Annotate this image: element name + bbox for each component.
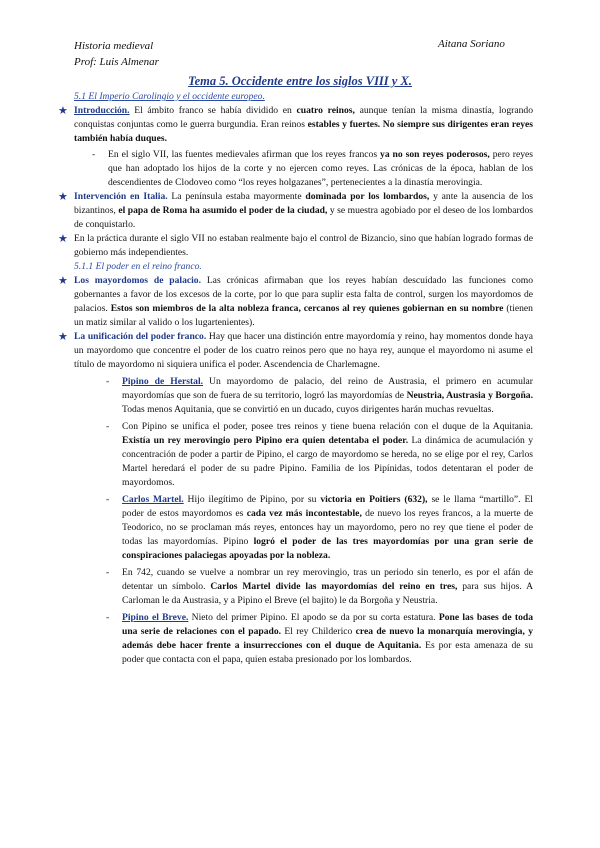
bullet-label: Introducción. [74, 105, 130, 116]
dash-text: En el siglo VII, las fuentes medievales afirman que los reyes francos ya no son reyes poderosos, pero reyes que han adoptado los hijos de la corte y no ejercen como reyes. Las crónicas de la época, hablan de los descendientes de Clodoveo como “los reyes holgazanes”, pertenecientes a la dinastía merovingia. [108, 149, 533, 188]
dash-item-pipino-herstal [106, 375, 533, 417]
dash-bullet: - [106, 421, 110, 432]
star-bullet-icon: ★ [58, 105, 68, 117]
bullet-mayordomos [58, 274, 533, 330]
bullet-unificacion [58, 330, 533, 372]
dash-bullet: - [106, 494, 110, 505]
dash-bullet: - [106, 376, 110, 387]
person-name: Carlos Martel. [122, 494, 184, 505]
dash-item-carlos-martel [106, 493, 533, 563]
section-heading: 5.1 El Imperio Carolingio y el occidente europeo. [74, 91, 265, 102]
star-bullet-icon: ★ [58, 331, 68, 343]
header-subject: Historia medieval [74, 40, 154, 52]
star-bullet-icon: ★ [58, 275, 68, 287]
star-bullet-icon: ★ [58, 233, 68, 245]
bullet-intervencion-italia [58, 190, 533, 232]
bullet-label: Los mayordomos de palacio. [74, 275, 201, 286]
bullet-label: La unificación del poder franco. [74, 331, 207, 342]
bullet-text: Intervención en Italia. La península estaba mayormente dominada por los lombardos, y ante la ausencia de los bizantinos, el papa de Roma ha asumido el poder de la ciudad, y se muestra agobiado por el deseo de los lombardos de conquistarlo. [74, 191, 533, 230]
document-body [58, 90, 533, 667]
header-author: Aitana Soriano [438, 38, 505, 50]
bullet-text: Introducción. El ámbito franco se había dividido en cuatro reinos, aunque tenían la misma dinastía, logrando conquistas conjuntas como le guerra burgundia. Eran reinos estables y fuertes. No siempre sus dirigentes eran reyes también había duques. [74, 105, 533, 144]
bullet-text: En la práctica durante el siglo VII no estaban realmente bajo el control de Bizancio, sino que habían logrado formas de gobierno más independientes. [74, 233, 533, 258]
dash-text: En 742, cuando se vuelve a nombrar un rey merovingio, tras un periodo sin tenerlo, es por el afán de detentar un símbolo. Carlos Martel divide las mayordomías del reino en tres, para sus hijos. A Carloman le da Austrasia, y a Pipino el Breve (el bajito) le da Borgoña y Neustria. [122, 567, 533, 606]
dash-text: Carlos Martel. Hijo ilegítimo de Pipino, por su victoria en Poitiers (632), se le llama “martillo”. El poder de estos mayordomos es cada vez más incontestable, de nuevo los reyes francos, a la muerte de Teodorico, no se proclaman más reyes, entonces hay un mayordomo, pero no rey que tiene el poder de todas las mayordomías. Pipino logró el poder de las tres mayordomías por una gran serie de conspiraciones palaciegas apoyadas por la nobleza. [122, 494, 533, 561]
dash-bullet: - [92, 149, 96, 160]
dash-item [106, 566, 533, 608]
bullet-label: Intervención en Italia. [74, 191, 168, 202]
dash-text: Con Pipino se unifica el poder, posee tres reinos y tiene buena relación con el duque de la Aquitania. Existía un rey merovingio pero Pipino era quien detentaba el poder. La dinámica de acumulación y concentración de poder a partir de Pipino, el cargo de mayordomo se hereda, no se elige por el rey, Carlos Martel heredará el poder de su padre Pipino. Familia de los Pipínidas, todos detentaran el poder de mayordomos. [122, 421, 534, 488]
dash-item [92, 148, 533, 190]
dash-bullet: - [106, 612, 110, 623]
bullet-introduccion [58, 104, 533, 146]
dash-bullet: - [106, 567, 110, 578]
star-bullet-icon: ★ [58, 191, 68, 203]
bullet-text: Los mayordomos de palacio. Las crónicas afirmaban que los reyes habían descuidado las funciones como gobernantes a favor de los excesos de la corte, por lo que para suplir esta falta de control, surgen los mayordomos de palacios. Estos son miembros de la alta nobleza franca, cercanos al rey quienes gobiernan en su nombre (tienen un matiz similar al valido o los lugartenientes). [74, 275, 533, 328]
bullet-practica [58, 232, 533, 260]
person-name: Pipino de Herstal. [122, 376, 204, 387]
dash-text: Pipino el Breve. Nieto del primer Pipino. El apodo se da por su corta estatura. Pone las bases de toda una serie de relaciones con el papado. El rey Childerico crea de nuevo la monarquía merovingia, y además debe hacer frente a insurrecciones con el duque de Aquitania. Es por esta amenaza de su poder que contacta con el papa, quien estaba presionado por los lombardos. [122, 612, 534, 665]
page-title: Tema 5. Occidente entre los siglos VIII y X. [188, 74, 412, 88]
header-professor: Prof: Luis Almenar [74, 56, 159, 68]
subsection-heading: 5.1.1 El poder en el reino franco. [74, 261, 202, 272]
dash-item [106, 420, 533, 490]
bullet-text: La unificación del poder franco. Hay que hacer una distinción entre mayordomía y reino, hay momentos donde haya un mayordomo que concentre el poder de los cuatro reinos pero que no haya rey, aunque el mayordomo ni asume el título de mayordomo ni siquiera unifica el poder. Ascendencia de Charlemagne. [74, 331, 533, 370]
person-name: Pipino el Breve. [122, 612, 189, 623]
dash-item-pipino-breve [106, 611, 533, 667]
dash-text: Pipino de Herstal. Un mayordomo de palacio, del reino de Austrasia, el primero en acumular mayordomías que son de fuera de su territorio, logró las mayordomías de Neustria, Austrasia y Borgoña. Todas menos Aquitania, que se convirtió en un ducado, cuyos dirigentes harán muchas revueltas. [122, 376, 533, 415]
header-left [74, 38, 159, 70]
